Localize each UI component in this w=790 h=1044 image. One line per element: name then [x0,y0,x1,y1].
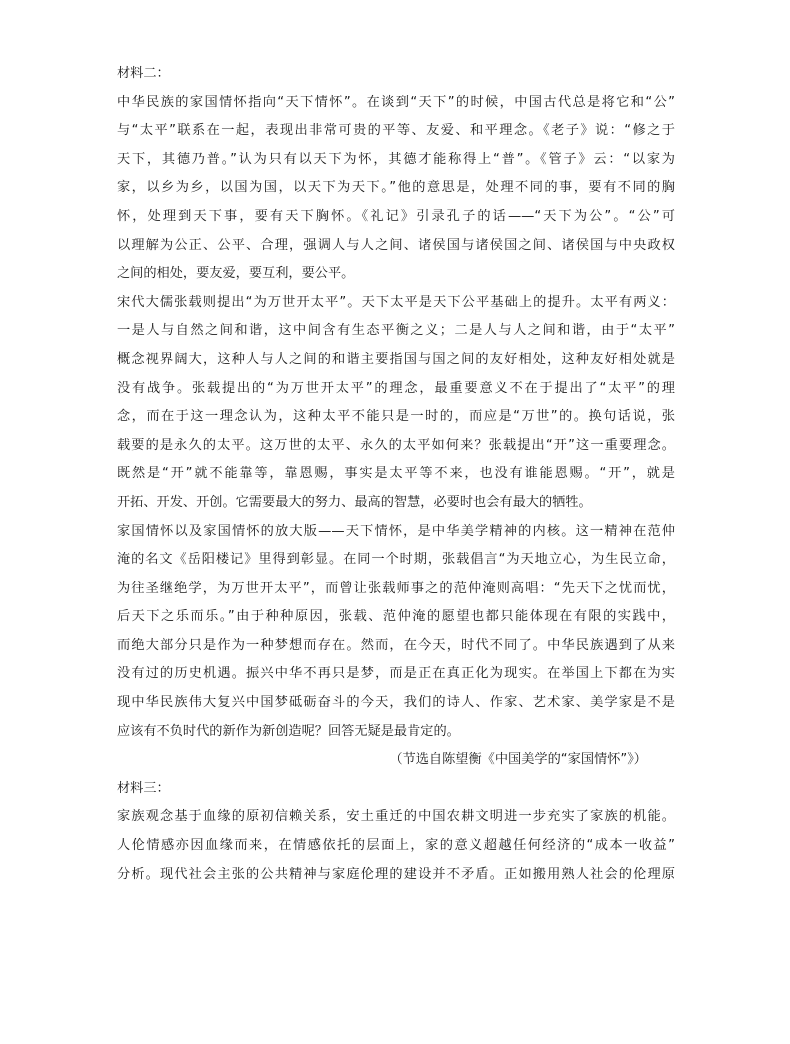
text-line: 没有过的历史机遇。振兴中华不再只是梦，而是正在真正化为现实。在举国上下都在为实 [117,666,675,682]
text-line: 为往圣继绝学，为万世开太平”，而曾让张载师事之的范仲淹则高唱：“先天下之忧而忧， [117,580,675,596]
text-line: 现中华民族伟大复兴中国梦砥砺奋斗的今天，我们的诗人、作家、艺术家、美学家是不是 [117,695,675,711]
text-line: 后天下之乐而乐。”由于种种原因，张载、范仲淹的愿望也都只能体现在有限的实践中， [117,609,675,625]
text-line: 宋代大儒张载则提出“为万世开太平”。天下太平是天下公平基础上的提升。太平有两义： [117,294,675,310]
text-line: 开拓、开发、开创。它需要最大的努力、最高的智慧，必要时也会有最大的牺牲。 [117,494,592,510]
text-line: 以理解为公正、公平、合理，强调人与人之间、诸侯国与诸侯国之间、诸侯国与中央政权 [117,237,675,253]
text-line: 之间的相处，要友爱，要互利，要公平。 [117,266,355,282]
document-body [117,60,675,889]
text-line: 怀，处理到天下事，要有天下胸怀。《礼记》引录孔子的话——“天下为公”。“公”可 [117,208,675,224]
text-line: 家族观念基于血缘的原初信赖关系，安土重迁的中国农耕文明进一步充实了家族的机能。 [117,809,675,825]
text-line: 中华民族的家国情怀指向“天下情怀”。在谈到“天下”的时候，中国古代总是将它和“公” [117,94,675,110]
text-line: 一是人与自然之间和谐，这中间含有生态平衡之义；二是人与人之间和谐，由于“太平” [117,323,675,339]
text-line: 分析。现代社会主张的公共精神与家庭伦理的建设并不矛盾。正如搬用熟人社会的伦理原 [117,866,675,882]
material-three-heading: 材料三： [117,780,170,796]
text-line: 淹的名文《岳阳楼记》里得到彰显。在同一个时期，张载倡言“为天地立心，为生民立命， [117,552,675,568]
material-two-heading: 材料二： [117,66,170,81]
text-line: 而绝大部分只是作为一种梦想而存在。然而，在今天，时代不同了。中华民族遇到了从来 [117,637,675,653]
text-line: 载要的是永久的太平。这万世的太平、永久的太平如何来？张载提出“开”这一重要理念。 [117,437,675,453]
text-line: 应该有不负时代的新作为新创造呢？回答无疑是最肯定的。 [117,723,460,739]
text-line: 与“太平”联系在一起，表现出非常可贵的平等、友爱、和平理念。《老子》说：“修之于 [117,123,675,139]
text-line: 既然是“开”就不能靠等，靠恩赐，事实是太平等不来，也没有谁能恩赐。“开”，就是 [117,466,675,482]
text-line: 没有战争。张载提出的“为万世开太平”的理念，最重要意义不在于提出了“太平”的理 [117,380,675,396]
text-line: 人伦情感亦因血缘而来，在情感依托的层面上，家的意义超越任何经济的“成本一收益” [117,838,675,854]
text-line: 天下，其德乃普。”认为只有以天下为怀，其德才能称得上“普”。《管子》云：“以家为 [117,151,675,167]
text-line: 家国情怀以及家国情怀的放大版——天下情怀，是中华美学精神的内核。这一精神在范仲 [117,523,675,539]
text-line: 概念视界阔大，这种人与人之间的和谐主要指国与国之间的友好相处，这种友好相处就是 [117,351,675,367]
source-citation: （节选自陈望衡《中国美学的“家国情怀”》） [389,752,647,768]
text-line: 念，而在于这一理念认为，这种太平不能只是一时的，而应是“万世”的。换句话说，张 [117,409,675,425]
text-line: 家，以乡为乡，以国为国，以天下为天下。”他的意思是，处理不同的事，要有不同的胸 [117,180,675,196]
